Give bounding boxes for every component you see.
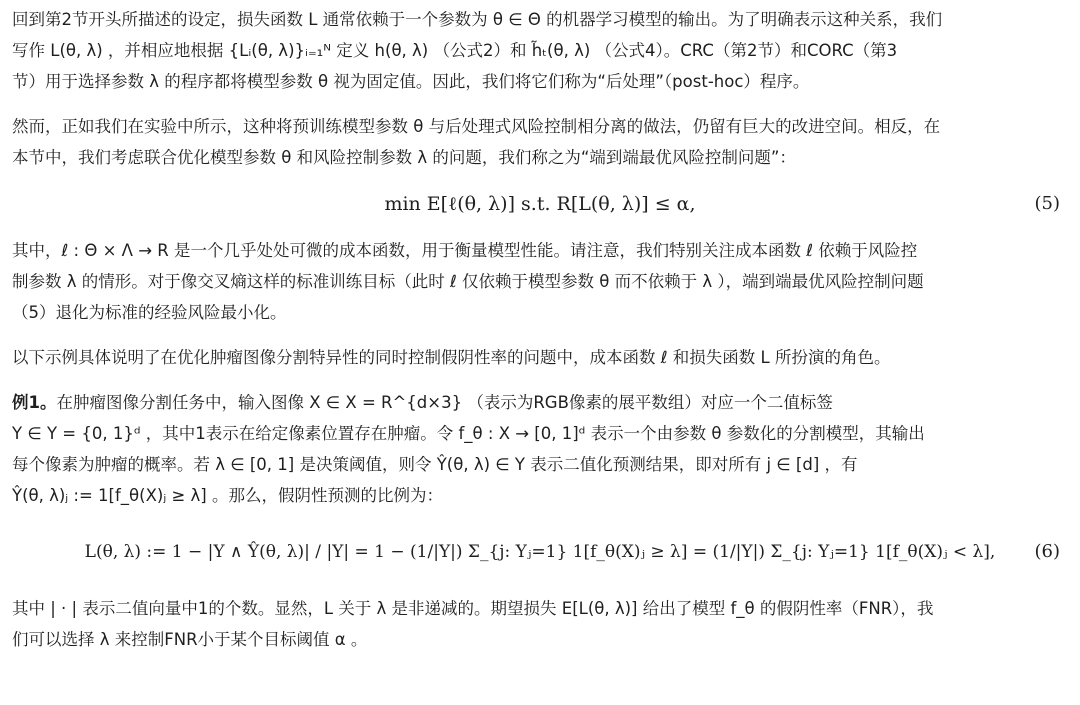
text-line: 回到第2节开头所描述的设定，损失函数 L 通常依赖于一个参数为 θ ∈ Θ 的机器学习模型的输出。为了明确表示这种关系，我们	[12, 10, 943, 29]
paragraph-fnr	[12, 593, 1068, 655]
equation-number: (5)	[1034, 193, 1060, 214]
text-line: 们可以选择 λ 来控制FNR小于某个目标阈值 α 。	[12, 630, 368, 649]
equation-5	[12, 173, 1068, 235]
paragraph-motivation	[12, 111, 1068, 173]
equation-5-body	[384, 193, 695, 216]
text-line: 每个像素为肿瘤的概率。若 λ ∈ [0, 1] 是决策阈值，则令 Ŷ(θ, λ) ∈ Y 表示二值化预测结果，即对所有 j ∈ [d] ，有	[12, 455, 858, 474]
text-line: 节）用于选择参数 λ 的程序都将模型参数 θ 视为固定值。因此，我们将它们称为“后处理”（post-hoc）程序。	[12, 72, 810, 91]
text-line	[12, 387, 1068, 418]
text-line: 写作 L(θ, λ) ，并相应地根据 {Lᵢ(θ, λ)}ᵢ₌₁ᴺ 定义 h(θ, λ) （公式2）和 h̃ₜ(θ, λ) （公式4）。CRC（第2节）和CORC（第3	[12, 41, 898, 60]
text-line: 制参数 λ 的情形。对于像交叉熵这样的标准训练目标（此时 ℓ 仅依赖于模型参数 θ 而不依赖于 λ ），端到端最优风险控制问题	[12, 272, 924, 291]
equation-5-text: min E[ℓ(θ, λ)] s.t. R[L(θ, λ)] ≤ α,	[384, 193, 696, 215]
equation-6	[12, 511, 1068, 593]
example-label: 例1。	[12, 393, 57, 412]
text-line: 以下示例具体说明了在优化肿瘤图像分割特异性的同时控制假阴性率的问题中，成本函数 ℓ 和损失函数 L 所扮演的角色。	[12, 348, 891, 367]
text-line: 其中 | · | 表示二值向量中1的个数。显然，L 关于 λ 是非递减的。期望损失 E[L(θ, λ)] 给出了模型 f_θ 的假阴性率（FNR），我	[12, 599, 934, 618]
text-line: （5）退化为标准的经验风险最小化。	[12, 303, 287, 322]
text-line: 然而，正如我们在实验中所示，这种将预训练模型参数 θ 与后处理式风险控制相分离的做法，仍留有巨大的改进空间。相反，在	[12, 117, 941, 136]
paragraph-example-intro	[12, 342, 1068, 373]
text-line: 本节中，我们考虑联合优化模型参数 θ 和风险控制参数 λ 的问题，我们称之为“端到端最优风险控制问题”：	[12, 148, 796, 167]
equation-number: (6)	[1034, 541, 1060, 562]
paragraph-cost-function	[12, 235, 1068, 328]
text-line: 其中，ℓ : Θ × Λ → R 是一个几乎处处可微的成本函数，用于衡量模型性能。请注意，我们特别关注成本函数 ℓ 依赖于风险控	[12, 241, 918, 260]
equation-6-text: L(θ, λ) := 1 − |Y ∧ Ŷ(θ, λ)| / |Y| = 1 − (1/|Y|) Σ_{j: Yⱼ=1} 1[f_θ(X)ⱼ ≥ λ] = (1/|Y|) Σ_{j: Yⱼ=1} 1[f_θ(X)ⱼ < λ],	[84, 542, 996, 562]
text-line: Ŷ(θ, λ)ⱼ := 1[f_θ(X)ⱼ ≥ λ] 。那么，假阴性预测的比例为：	[12, 486, 443, 505]
example-line: 在肿瘤图像分割任务中，输入图像 X ∈ X = R^{d×3} （表示为RGB像素的展平数组）对应一个二值标签	[56, 393, 833, 412]
paragraph-setup	[12, 0, 1068, 97]
example-block	[12, 387, 1068, 511]
text-line: Y ∈ Y = {0, 1}ᵈ ，其中1表示在给定像素位置存在肿瘤。令 f_θ : X → [0, 1]ᵈ 表示一个由参数 θ 参数化的分割模型，其输出	[12, 424, 925, 443]
